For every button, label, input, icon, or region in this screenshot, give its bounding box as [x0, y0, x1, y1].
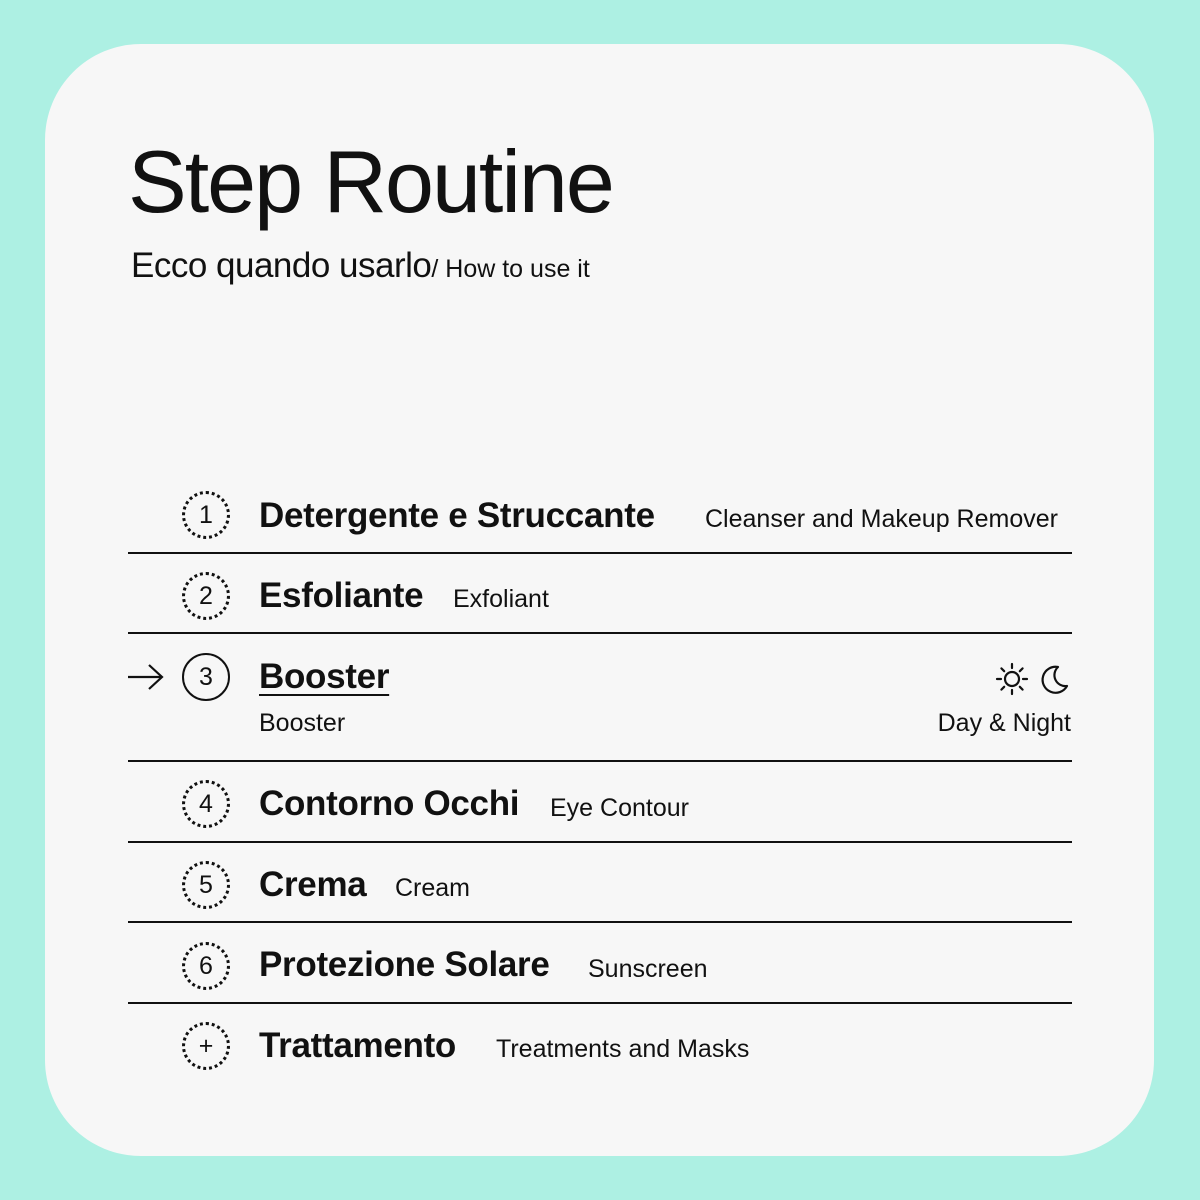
- step-extra-translation: Treatments and Masks: [496, 1035, 750, 1063]
- step-3-usage: Day & Night: [937, 709, 1071, 737]
- divider: [128, 921, 1072, 923]
- step-4-translation: Eye Contour: [550, 794, 689, 822]
- page-subtitle: [131, 244, 590, 295]
- subtitle-italian: Ecco quando usarlo: [131, 246, 432, 285]
- step-6-translation: Sunscreen: [588, 955, 708, 983]
- step-5-badge: 5: [182, 861, 230, 909]
- divider: [128, 1002, 1072, 1004]
- step-3-translation: Booster: [259, 709, 346, 737]
- moon-icon: [1038, 664, 1070, 696]
- step-3-badge: 3: [182, 653, 230, 701]
- divider: [128, 760, 1072, 762]
- subtitle-english: / How to use it: [431, 255, 590, 283]
- page-title: Step Routine: [128, 132, 613, 231]
- sun-icon: [995, 662, 1029, 696]
- step-2-badge: 2: [182, 572, 230, 620]
- step-5-name: Crema: [259, 865, 367, 904]
- divider: [128, 632, 1072, 634]
- step-1-name: Detergente e Struccante: [259, 496, 655, 535]
- step-2-translation: Exfoliant: [453, 585, 549, 613]
- step-4-name: Contorno Occhi: [259, 784, 520, 823]
- step-6-badge: 6: [182, 942, 230, 990]
- step-extra-name: Trattamento: [259, 1026, 457, 1065]
- step-5-translation: Cream: [395, 874, 471, 902]
- divider: [128, 841, 1072, 843]
- divider: [128, 552, 1072, 554]
- step-2-name: Esfoliante: [259, 576, 424, 615]
- step-1-badge: 1: [182, 491, 230, 539]
- step-3-name: Booster: [259, 657, 390, 696]
- step-extra-badge: +: [182, 1022, 230, 1070]
- step-4-badge: 4: [182, 780, 230, 828]
- step-6-name: Protezione Solare: [259, 945, 550, 984]
- arrow-right-icon: [126, 662, 166, 692]
- step-1-translation: Cleanser and Makeup Remover: [705, 505, 1058, 533]
